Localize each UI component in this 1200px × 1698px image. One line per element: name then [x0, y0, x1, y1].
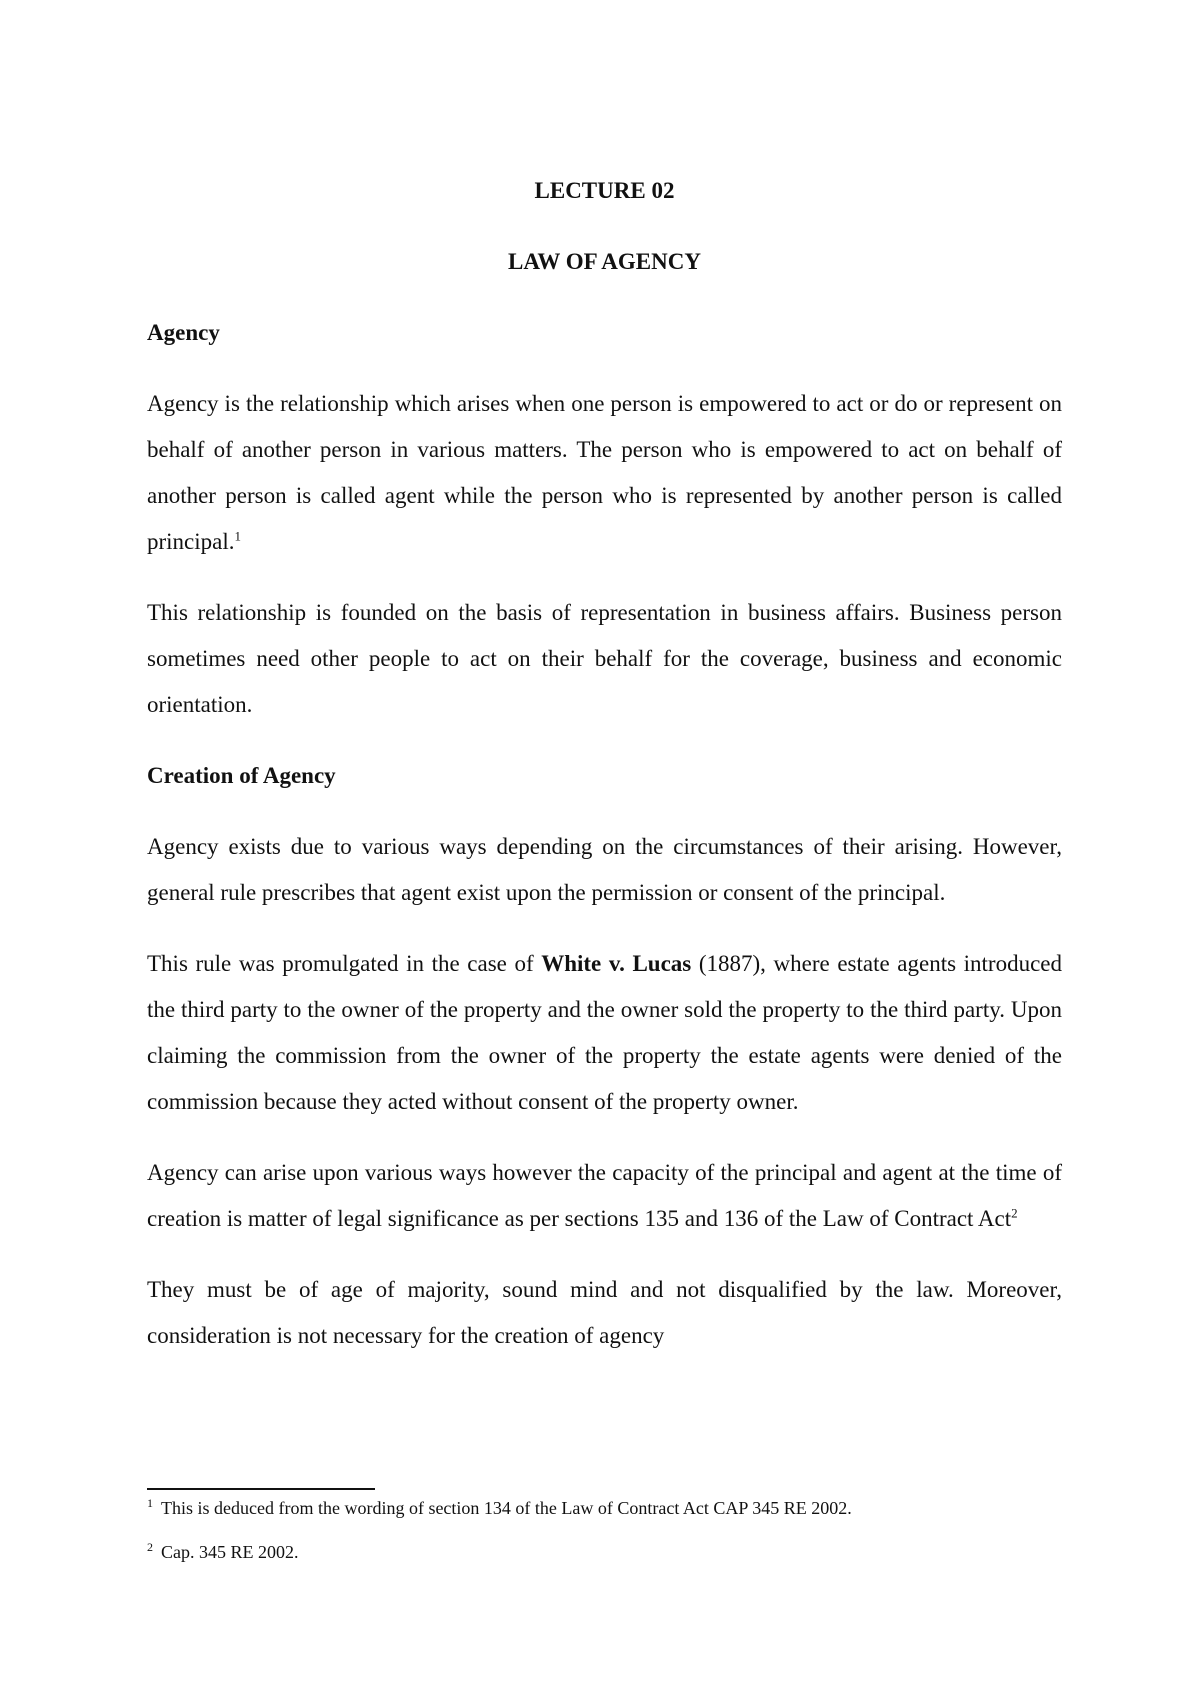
- footnote-separator: [147, 1488, 375, 1490]
- footnote-text-2: Cap. 345 RE 2002.: [161, 1542, 299, 1562]
- paragraph-agency-definition: [147, 381, 1062, 565]
- paragraph-capacity: [147, 1150, 1062, 1242]
- paragraph-representation-basis: This relationship is founded on the basis of representation in business affairs. Business person sometimes need other people to act on their behalf for the coverage, business and economic orientation.: [147, 600, 1062, 717]
- footnote-text-1: This is deduced from the wording of section 134 of the Law of Contract Act CAP 345 RE 2002.: [161, 1498, 852, 1518]
- subject-title: LAW OF AGENCY: [508, 249, 701, 274]
- section-heading-creation-of-agency: Creation of Agency: [147, 763, 336, 788]
- section-heading-agency: Agency: [147, 320, 220, 345]
- document-body: [147, 168, 1062, 1359]
- paragraph-text: Agency is the relationship which arises when one person is empowered to act or do or represent on behalf of another person in various matters. The person who is empowered to act on behalf of another person is called agent while the person who is represented by another person is called principal.: [147, 391, 1062, 554]
- paragraph-white-v-lucas: [147, 941, 1062, 1125]
- paragraph-agency-exists: Agency exists due to various ways depending on the circumstances of their arising. However, general rule prescribes that agent exist upon the permission or consent of the principal.: [147, 834, 1062, 905]
- case-name: White v. Lucas: [541, 951, 692, 976]
- paragraph-text-after-case: (1887), where estate agents introduced the third party to the owner of the property and the owner sold the property to the third party. Upon claiming the commission from the owner of the property the estate agents were denied of the commission because they acted without consent of the property owner.: [147, 951, 1062, 1114]
- paragraph-requirements: They must be of age of majority, sound mind and not disqualified by the law. Moreover, consideration is not necessary for the creation of agency: [147, 1277, 1062, 1348]
- lecture-title: LECTURE 02: [534, 178, 675, 203]
- footnote-2: [147, 1539, 1062, 1565]
- footnote-reference-2: 2: [1011, 1205, 1018, 1221]
- footnotes: [147, 1495, 1062, 1583]
- footnote-reference-1: 1: [234, 528, 241, 544]
- paragraph-text-before-case: This rule was promulgated in the case of: [147, 951, 542, 976]
- footnote-mark-2: 2: [147, 1540, 153, 1554]
- footnote-1: [147, 1495, 1062, 1521]
- footnote-mark-1: 1: [147, 1496, 153, 1510]
- paragraph-text: Agency can arise upon various ways however the capacity of the principal and agent at the time of creation is matter of legal significance as per sections 135 and 136 of the Law of Contract Act: [147, 1160, 1062, 1231]
